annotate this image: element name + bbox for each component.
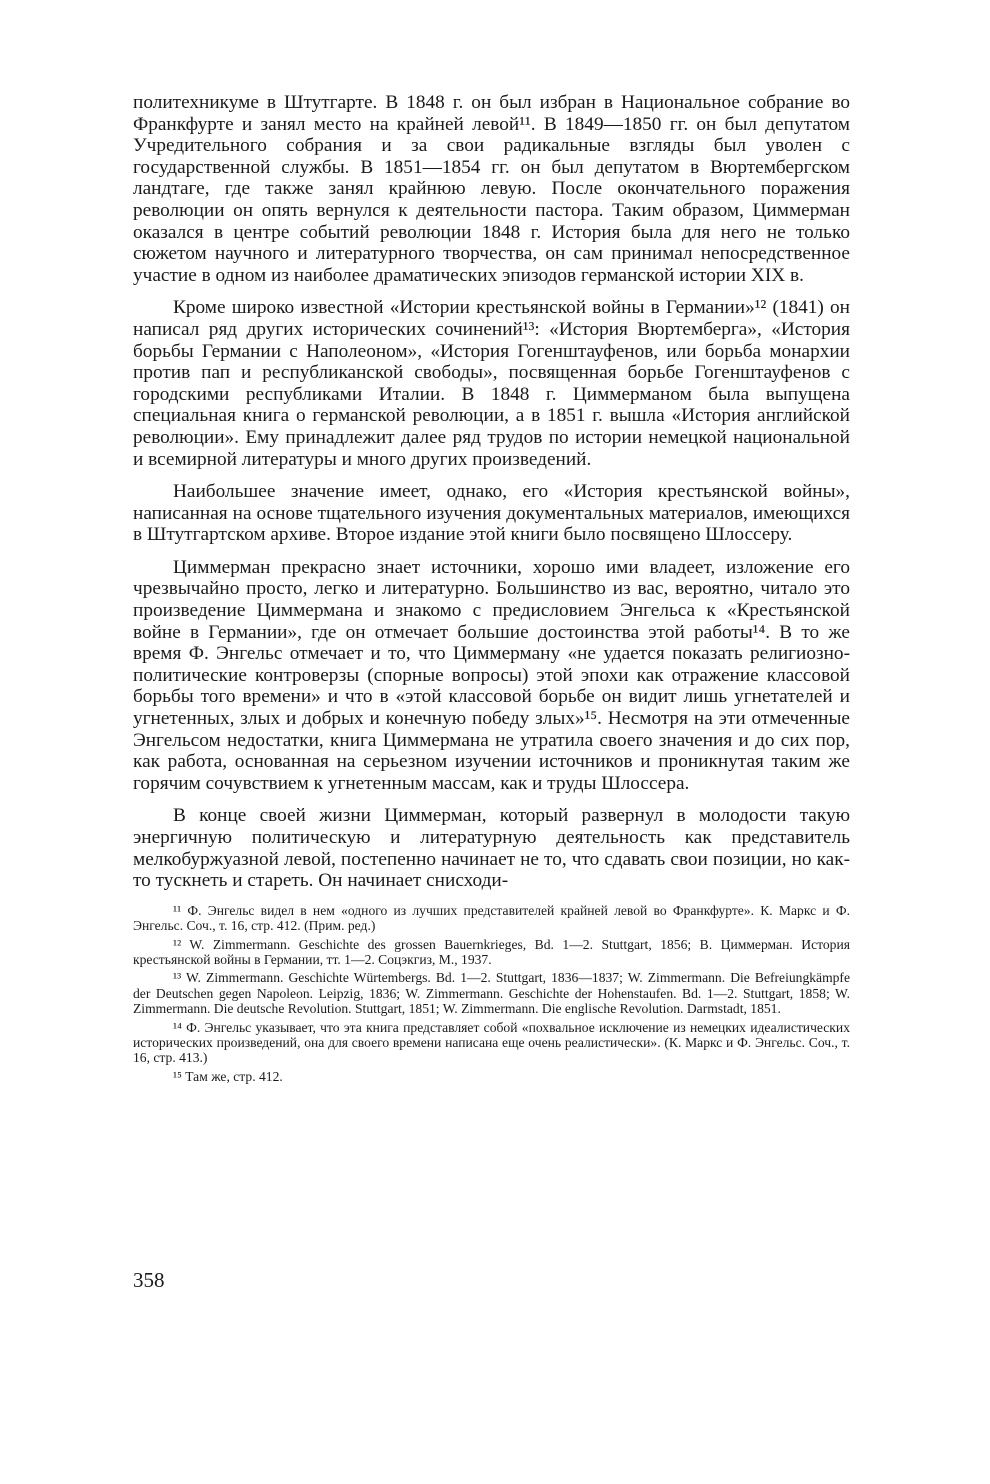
paragraph-4: Циммерман прекрасно знает источники, хорошо ими владеет, изложение его чрезвычайно просто, легко и литературно. Большинство из вас, вероятно, читало это произведение Циммермана и знакомо с предисловием Энгельса к «Крестьянской войне в Германии», где он отмечает большие достоинства этой работы¹⁴. В то же время Ф. Энгельс отмечает и то, что Циммерману «не удается показать религиозно-политические контроверзы (спорные вопросы) этой эпохи как отражение классовой борьбы того времени» и что в «этой классовой борьбе он видит лишь угнетателей и угнетенных, злых и добрых и конечную победу злых»¹⁵. Несмотря на эти отмеченные Энгельсом недостатки, книга Циммермана не утратила своего значения и до сих пор, как работа, основанная на серьезном изучении источников и проникнутая таким же горячим сочувствием к угнетенным массам, как и труды Шлоссера. xyxy=(133,556,850,794)
footnote-12: ¹² W. Zimmermann. Geschichte des grossen Bauernkrieges, Bd. 1—2. Stuttgart, 1856; В. Циммерман. История крестьянской войны в Германии, тт. 1—2. Соцэкгиз, М., 1937. xyxy=(133,936,850,967)
footnotes xyxy=(133,903,850,1084)
page-number: 358 xyxy=(133,1268,165,1292)
paragraph-1: политехникуме в Штутгарте. В 1848 г. он был избран в Национальное собрание во Франкфурте и занял место на крайней левой¹¹. В 1849—1850 гг. он был депутатом Учредительного собрания и за свои радикальные взгляды был уволен с государственной службы. В 1851—1854 гг. он был депутатом в Вюртембергском ландтаге, где также занял крайнюю левую. После окончательного поражения революции он опять вернулся к деятельности пастора. Таким образом, Циммерман оказался в центре событий революции 1848 г. История была для него не только сюжетом научного и литературного творчества, он сам принимал непосредственное участие в одном из наиболее драматических эпизодов германской истории XIX в. xyxy=(133,92,850,286)
paragraph-3: Наибольшее значение имеет, однако, его «История крестьянской войны», написанная на основе тщательного изучения документальных материалов, имеющихся в Штутгартском архиве. Второе издание этой книги было посвящено Шлоссеру. xyxy=(133,481,850,546)
footnote-13: ¹³ W. Zimmermann. Geschichte Würtembergs. Bd. 1—2. Stuttgart, 1836—1837; W. Zimmermann. Die Befreiungkämpfe der Deutschen gegen Napoleon. Leipzig, 1836; W. Zimmermann. Geschichte der Hohenstaufen. Bd. 1—2. Stuttgart, 1858; W. Zimmermann. Die deutsche Revolution. Stuttgart, 1851; W. Zimmermann. Die englische Revolution. Darmstadt, 1851. xyxy=(133,970,850,1017)
footnote-11: ¹¹ Ф. Энгельс видел в нем «одного из лучших представителей крайней левой во Франкфурте». К. Маркс и Ф. Энгельс. Соч., т. 16, стр. 412. (Прим. ред.) xyxy=(133,902,850,934)
paragraph-5: В конце своей жизни Циммерман, который развернул в молодости такую энергичную политическую и литературную деятельность как представитель мелкобуржуазной левой, постепенно начинает не то, что сдавать свои позиции, но как-то тускнеть и стареть. Он начинает снисходи- xyxy=(133,805,850,892)
footnote-15: ¹⁵ Там же, стр. 412. xyxy=(173,1068,283,1084)
footnote-14: ¹⁴ Ф. Энгельс указывает, что эта книга представляет собой «похвальное исключение из немецких идеалистических исторических произведений, она для своего времени написана еще очень реалистически». (К. Маркс и Ф. Энгельс. Соч., т. 16, стр. 413.) xyxy=(133,1019,850,1066)
paragraph-2: Кроме широко известной «Истории крестьянской войны в Германии»¹² (1841) он написал ряд других исторических сочинений¹³: «История Вюртемберга», «История борьбы Германии с Наполеоном», «История Гогенштауфенов, или борьба монархии против пап и республиканской свободы», посвященная борьбе Гогенштауфенов с городскими республиками Италии. В 1848 г. Циммерманом была выпущена специальная книга о германской революции, а в 1851 г. вышла «История английской революции». Ему принадлежит далее ряд трудов по истории немецкой национальной и всемирной литературы и много других произведений. xyxy=(133,297,850,470)
page-body xyxy=(133,92,850,1087)
